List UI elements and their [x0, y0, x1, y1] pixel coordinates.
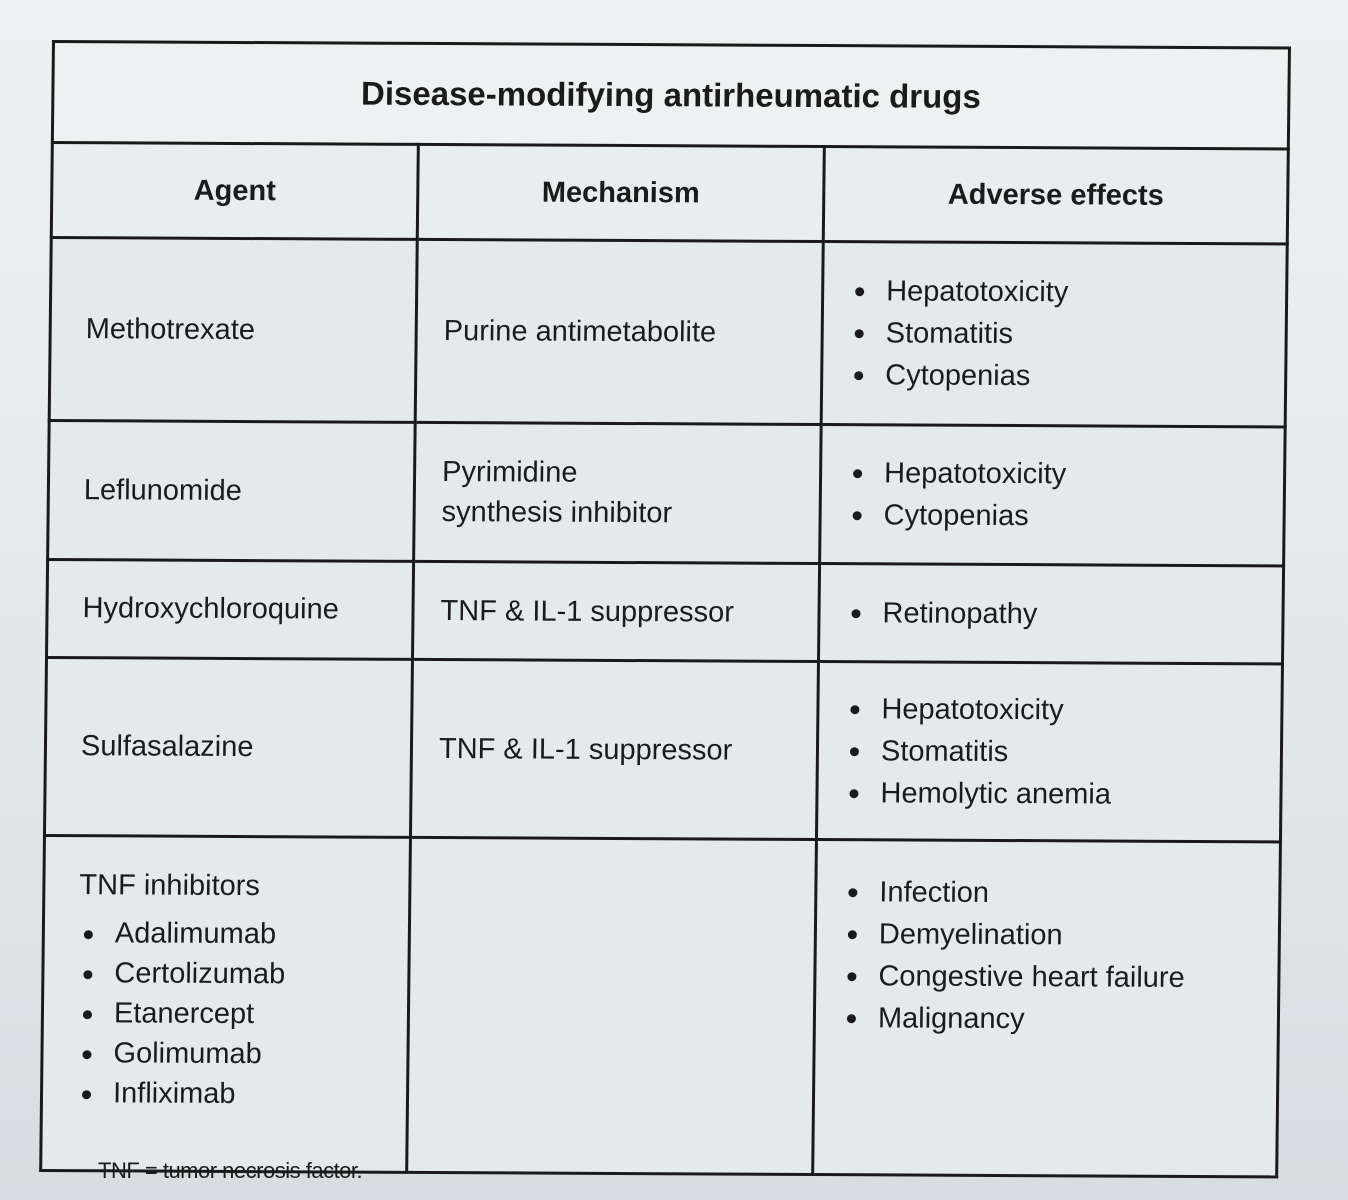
adverse-effects-list — [847, 452, 1283, 538]
mechanism-cell — [410, 659, 818, 839]
list-item: Demyelination — [843, 913, 1279, 957]
list-item: Stomatitis — [845, 730, 1281, 774]
agent-cell: Methotrexate — [49, 237, 417, 422]
mechanism-line: Pyrimidine — [441, 456, 578, 489]
list-item: Infliximab — [77, 1073, 406, 1115]
adverse-effects-cell — [821, 242, 1287, 427]
mechanism-cell-empty — [407, 837, 817, 1174]
table-row — [49, 237, 1287, 426]
mechanism-line: synthesis inhibitor — [441, 496, 673, 530]
table-row — [48, 420, 1286, 565]
table-row — [41, 835, 1281, 1176]
footnote: TNF = tumor necrosis factor. — [98, 1158, 363, 1183]
list-item: Golimumab — [77, 1033, 406, 1075]
list-item: Adalimumab — [79, 913, 408, 955]
mechanism-cell — [412, 561, 819, 661]
list-item: Hepatotoxicity — [848, 452, 1284, 496]
list-item: Certolizumab — [78, 953, 407, 995]
agent-group-list — [77, 913, 408, 1115]
list-item: Malignancy — [842, 997, 1278, 1041]
agent-cell: Hydroxychloroquine — [46, 559, 413, 659]
mechanism-cell — [415, 239, 823, 424]
adverse-effects-list — [842, 871, 1279, 1041]
mechanism-line: TNF & IL-1 suppressor — [438, 732, 733, 767]
agent-cell: Leflunomide — [48, 420, 416, 561]
header-row — [51, 143, 1288, 244]
adverse-effects-list — [849, 270, 1285, 398]
list-item: Cytopenias — [849, 354, 1285, 398]
list-item: Infection — [843, 871, 1279, 915]
adverse-effects-cell — [813, 840, 1281, 1177]
mechanism-line: TNF & IL-1 suppressor — [440, 594, 735, 629]
mechanism-cell — [414, 422, 822, 563]
table-title: Disease-modifying antirheumatic drugs — [52, 42, 1289, 149]
adverse-effects-list — [846, 592, 1282, 636]
table-row — [44, 657, 1282, 841]
dmard-table — [39, 40, 1291, 1178]
list-item: Stomatitis — [849, 312, 1285, 356]
adverse-effects-cell — [816, 662, 1282, 842]
table-sheet — [40, 40, 1288, 1136]
agent-group-heading: TNF inhibitors — [79, 869, 261, 903]
list-item: Etanercept — [78, 993, 407, 1035]
header-agent: Agent — [51, 143, 418, 240]
header-adverse-effects: Adverse effects — [823, 147, 1288, 244]
title-row — [52, 42, 1289, 149]
list-item: Retinopathy — [846, 592, 1282, 636]
adverse-effects-cell — [818, 564, 1283, 664]
list-item: Cytopenias — [847, 494, 1283, 538]
list-item: Hemolytic anemia — [844, 772, 1280, 816]
adverse-effects-list — [844, 688, 1280, 816]
table-row — [46, 559, 1283, 663]
list-item: Hepatotoxicity — [850, 270, 1286, 314]
list-item: Hepatotoxicity — [845, 688, 1281, 732]
mechanism-line: Purine antimetabolite — [443, 315, 717, 349]
agent-cell — [41, 835, 411, 1172]
header-mechanism: Mechanism — [417, 144, 824, 241]
adverse-effects-cell — [820, 425, 1286, 566]
agent-cell: Sulfasalazine — [44, 657, 412, 837]
list-item: Congestive heart failure — [842, 955, 1278, 999]
